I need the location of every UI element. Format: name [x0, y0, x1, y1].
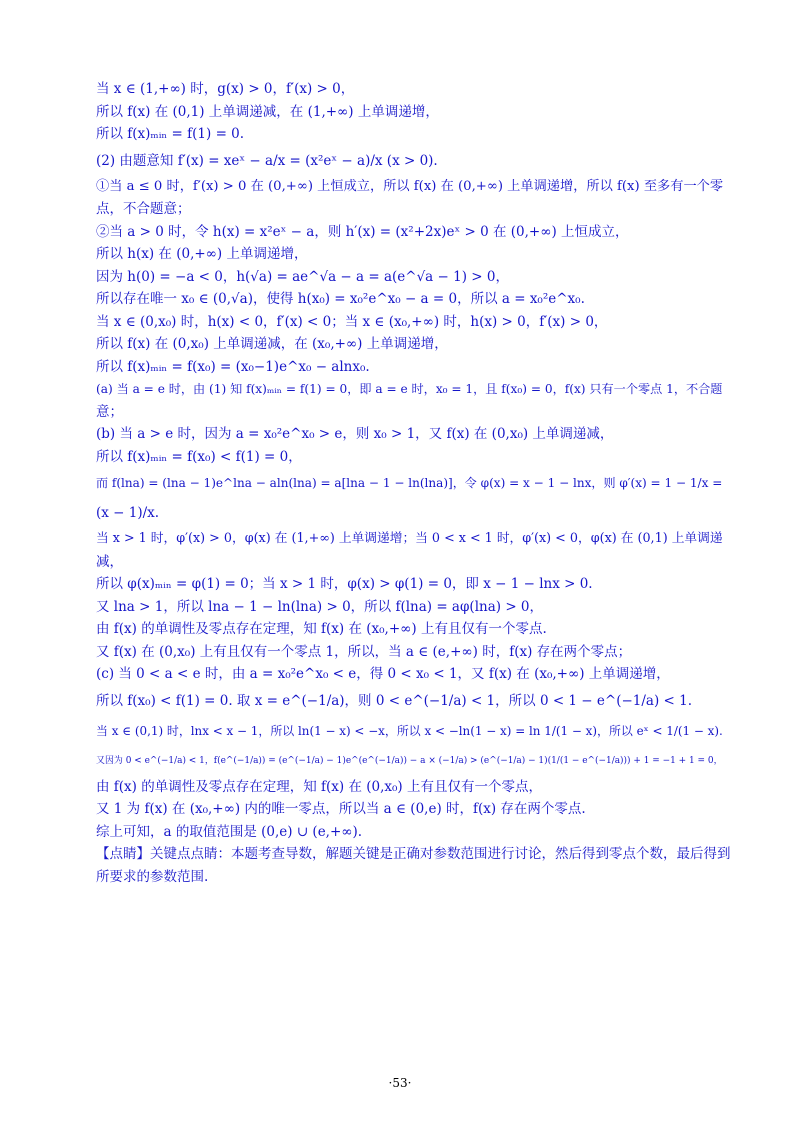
text-line: (a) 当 a = e 时，由 (1) 知 f(x)ₘᵢₙ = f(1) = 0，即 a = e 时，x₀ = 1，且 f(x₀) = 0，f(x) 只有一个零点 1，不合题	[96, 382, 723, 396]
text-line: 所以 h(x) 在 (0,+∞) 上单调递增，	[96, 246, 308, 262]
text-line: 综上可知，a 的取值范围是 (0,e) ∪ (e,+∞).	[96, 823, 363, 840]
text-line: 而 f(lna) = (lna − 1)e^lna − aln(lna) = a[lna − 1 − ln(lna)]，令 φ(x) = x − 1 − lnx，则 φ′(x) = 1 − 1/x =	[96, 476, 723, 490]
text-line: 【点睛】关键点点睛：本题考查导数，解题关键是正确对参数范围进行讨论，然后得到零点个数，最后得到	[96, 846, 731, 862]
text-line: (b) 当 a > e 时，因为 a = x₀²e^x₀ > e，则 x₀ > 1，又 f(x) 在 (0,x₀) 上单调递减，	[96, 426, 614, 442]
text-line: 所以 f(x)ₘᵢₙ = f(x₀) = (x₀−1)e^x₀ − alnx₀.	[96, 358, 370, 375]
text-line: 当 x ∈ (0,1) 时，lnx < x − 1，所以 ln(1 − x) < −x，所以 x < −ln(1 − x) = ln 1/(1 − x)，所以 eˣ < 1/(1 − x).	[96, 723, 723, 738]
text-line: 所以 f(x)ₘᵢₙ = f(1) = 0.	[96, 126, 245, 142]
page-number: ·53·	[388, 1076, 412, 1090]
text-line: 所要求的参数范围.	[96, 868, 209, 885]
text-line: 减，	[96, 553, 123, 570]
text-line: 又 1 为 f(x) 在 (x₀,+∞) 内的唯一零点，所以当 a ∈ (0,e) 时，f(x) 存在两个零点.	[96, 801, 586, 817]
text-line: ②当 a > 0 时，令 h(x) = x²eˣ − a，则 h′(x) = (x²+2x)eˣ > 0 在 (0,+∞) 上恒成立，	[96, 223, 629, 240]
text-line: 由 f(x) 的单调性及零点存在定理，知 f(x) 在 (x₀,+∞) 上有且仅有一个零点.	[96, 621, 547, 637]
solution-text	[96, 78, 736, 888]
text-line: 意；	[96, 403, 123, 420]
text-line: 又因为 0 < e^(−1/a) < 1，f(e^(−1/a)) = (e^(−1/a) − 1)e^(e^(−1/a)) − a × (−1/a) > (e^(−1/a) − 1)(1/(1 − e^(−1/a))) + 1 = −1 + 1 = 0，	[96, 755, 723, 766]
text-line: 因为 h(0) = −a < 0，h(√a) = ae^√a − a = a(e^√a − 1) > 0，	[96, 268, 509, 285]
text-line: (c) 当 0 < a < e 时，由 a = x₀²e^x₀ < e，得 0 < x₀ < 1，又 f(x) 在 (x₀,+∞) 上单调递增，	[96, 666, 670, 682]
text-line: (2) 由题意知 f′(x) = xeˣ − a/x = (x²eˣ − a)/x (x > 0).	[96, 152, 438, 169]
text-line: 所以 f(x) 在 (0,1) 上单调递减，在 (1,+∞) 上单调递增，	[96, 103, 439, 120]
text-line: ①当 a ≤ 0 时，f′(x) > 0 在 (0,+∞) 上恒成立，所以 f(x) 在 (0,+∞) 上单调递增，所以 f(x) 至多有一个零	[96, 178, 724, 194]
text-line: 又 f(x) 在 (0,x₀) 上有且仅有一个零点 1，所以，当 a ∈ (e,+∞) 时，f(x) 存在两个零点；	[96, 643, 632, 660]
text-line: 所以 f(x) 在 (0,x₀) 上单调递减，在 (x₀,+∞) 上单调递增，	[96, 336, 448, 352]
text-line: 由 f(x) 的单调性及零点存在定理，知 f(x) 在 (0,x₀) 上有且仅有一个零点，	[96, 778, 542, 795]
text-line: (x − 1)/x.	[96, 505, 160, 521]
text-line: 点，不合题意；	[96, 201, 191, 217]
text-line: 当 x ∈ (0,x₀) 时，h(x) < 0，f′(x) < 0；当 x ∈ (x₀,+∞) 时，h(x) > 0，f′(x) > 0，	[96, 313, 608, 330]
text-line: 当 x ∈ (1,+∞) 时，g(x) > 0，f′(x) > 0，	[96, 81, 355, 97]
text-line: 又 lna > 1，所以 lna − 1 − ln(lna) > 0，所以 f(lna) = aφ(lna) > 0，	[96, 598, 544, 615]
text-line: 所以存在唯一 x₀ ∈ (0,√a)，使得 h(x₀) = x₀²e^x₀ − a = 0，所以 a = x₀²e^x₀.	[96, 291, 585, 307]
text-line: 所以 f(x₀) < f(1) = 0. 取 x = e^(−1/a)，则 0 < e^(−1/a) < 1，所以 0 < 1 − e^(−1/a) < 1.	[96, 692, 693, 709]
text-line: 当 x > 1 时，φ′(x) > 0，φ(x) 在 (1,+∞) 上单调递增；当 0 < x < 1 时，φ′(x) < 0，φ(x) 在 (0,1) 上单调递	[96, 531, 723, 546]
text-line: 所以 φ(x)ₘᵢₙ = φ(1) = 0；当 x > 1 时，φ(x) > φ(1) = 0，即 x − 1 − lnx > 0.	[96, 576, 593, 592]
text-line: 所以 f(x)ₘᵢₙ = f(x₀) < f(1) = 0，	[96, 448, 302, 465]
